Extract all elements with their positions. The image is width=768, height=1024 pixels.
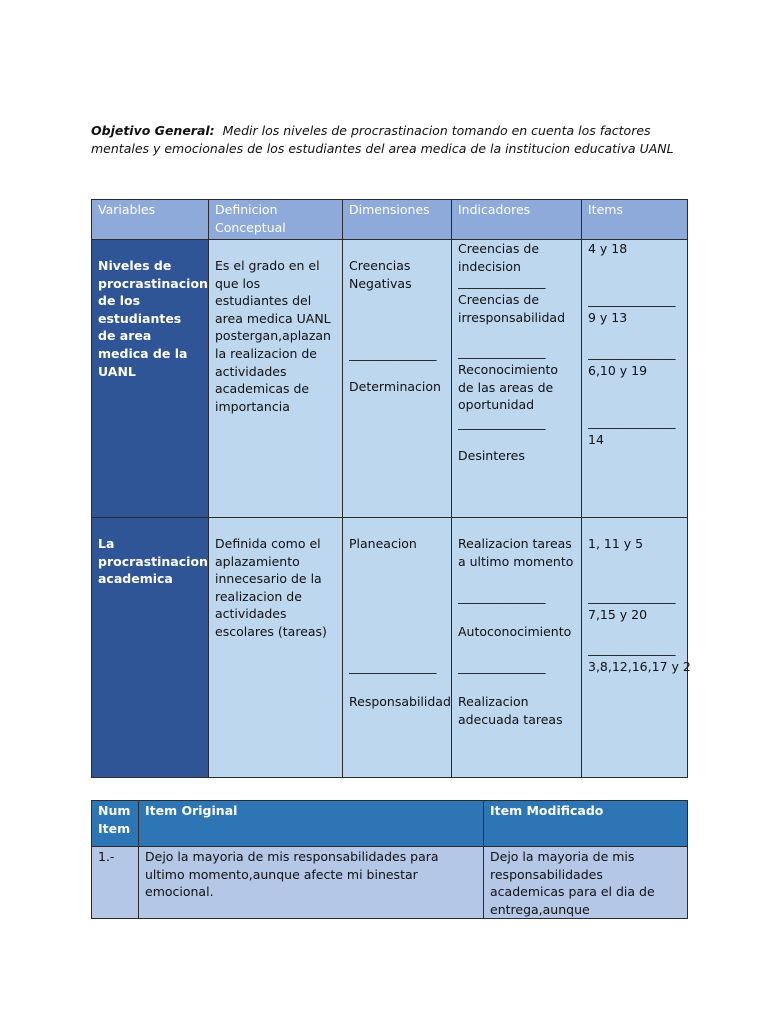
item-range: 6,10 y 19 bbox=[588, 363, 648, 378]
item-range: 1, 11 y 5 bbox=[588, 536, 644, 551]
item-num-cell: 1.- bbox=[92, 847, 139, 919]
items-cell bbox=[582, 518, 691, 778]
item-range: 3,8,12,16,17 y 2 bbox=[588, 659, 691, 674]
item-modified-cell: Dejo la mayoria de mis responsabilidades academicas para el dia de entrega,aunque bbox=[484, 847, 688, 919]
definition-cell: Es el grado en el que los estudiantes del area medica UANL postergan,aplazan la realizacion de actividades academicas de importancia bbox=[209, 240, 343, 518]
item-original-cell: Dejo la mayoria de mis responsabilidades para ultimo momento,aunque afecte mi binestar emocional. bbox=[139, 847, 484, 919]
items-cell bbox=[582, 240, 688, 518]
indicator-item: Realizacion adecuada tareas bbox=[458, 694, 563, 727]
separator-line: ______________ bbox=[458, 274, 546, 289]
dimension-item: Determinacion bbox=[349, 379, 441, 394]
header-indicadores: Indicadores bbox=[452, 200, 582, 240]
separator-line: ______________ bbox=[588, 589, 676, 604]
separator-line: ______________ bbox=[458, 415, 546, 430]
dimensions-cell bbox=[343, 518, 452, 778]
header-definicion: Definicion Conceptual bbox=[209, 200, 343, 240]
separator-line: ______________ bbox=[588, 345, 676, 360]
indicator-item: Autoconocimiento bbox=[458, 624, 572, 639]
indicator-item: Realizacion tareas a ultimo momento bbox=[458, 536, 574, 569]
header-variables: Variables bbox=[92, 200, 209, 240]
objective-text: Medir los niveles de procrastinacion tomando en cuenta los factores mentales y emocionales de los estudiantes del area medica de la institucion educativa UANL bbox=[91, 123, 674, 156]
dimensions-cell bbox=[343, 240, 452, 518]
header-dimensiones: Dimensiones bbox=[343, 200, 452, 240]
variable-cell: La procrastinacion academica bbox=[92, 518, 209, 778]
separator-line: ______________ bbox=[458, 659, 546, 674]
separator-line: ______________ bbox=[458, 344, 546, 359]
dimension-item: Planeacion bbox=[349, 536, 417, 551]
table-row bbox=[92, 240, 688, 518]
variables-table-header bbox=[92, 200, 688, 240]
separator-line: ______________ bbox=[588, 292, 676, 307]
indicators-cell bbox=[452, 518, 582, 778]
separator-line: ______________ bbox=[349, 346, 437, 361]
item-range: 14 bbox=[588, 432, 604, 447]
item-range: 9 y 13 bbox=[588, 310, 628, 325]
items-table-header bbox=[92, 801, 688, 847]
indicators-cell bbox=[452, 240, 582, 518]
objective-paragraph bbox=[91, 122, 691, 158]
dimension-item: Responsabilidad bbox=[349, 694, 451, 709]
objective-label: Objetivo General: bbox=[91, 123, 215, 138]
item-range: 4 y 18 bbox=[588, 241, 628, 256]
indicator-item: Creencias de indecision bbox=[458, 241, 540, 274]
indicator-item: Desinteres bbox=[458, 448, 525, 463]
header-item-modificado: Item Modificado bbox=[484, 801, 688, 847]
indicator-item: Reconocimiento de las areas de oportunidad bbox=[458, 362, 559, 413]
separator-line: ______________ bbox=[588, 414, 676, 429]
table-row bbox=[92, 847, 688, 919]
separator-line: ______________ bbox=[588, 641, 676, 656]
dimension-item: Creencias Negativas bbox=[349, 258, 412, 291]
variable-cell: Niveles de procrastinacion de los estudiantes de area medica de la UANL bbox=[92, 240, 209, 518]
separator-line: ______________ bbox=[349, 659, 437, 674]
header-num-item: Num Item bbox=[92, 801, 139, 847]
table-row bbox=[92, 518, 688, 778]
header-items: Items bbox=[582, 200, 688, 240]
header-item-original: Item Original bbox=[139, 801, 484, 847]
item-range: 7,15 y 20 bbox=[588, 607, 648, 622]
variables-table bbox=[91, 199, 691, 778]
items-table bbox=[91, 800, 688, 919]
indicator-item: Creencias de irresponsabilidad bbox=[458, 292, 566, 325]
definition-cell: Definida como el aplazamiento innecesario de la realizacion de actividades escolares (tareas) bbox=[209, 518, 343, 778]
separator-line: ______________ bbox=[458, 589, 546, 604]
